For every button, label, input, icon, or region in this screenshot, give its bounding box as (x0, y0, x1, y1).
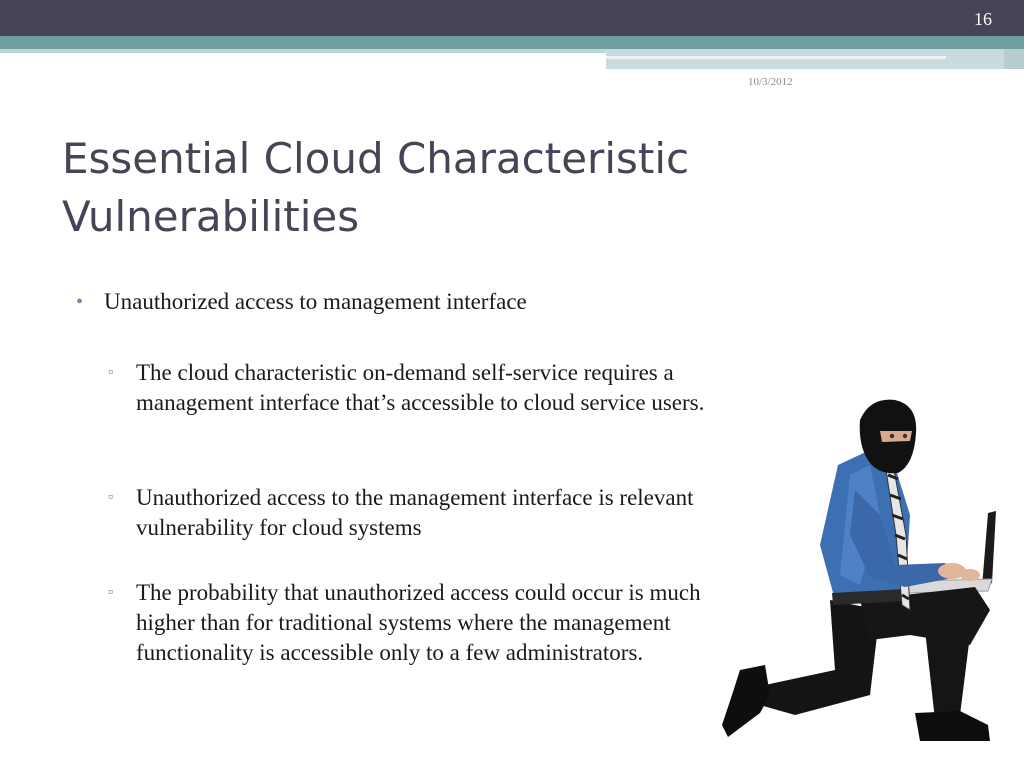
title-line-1: Essential Cloud Characteristic (62, 134, 690, 183)
accent-band (0, 36, 1024, 49)
main-bullet-text: Unauthorized access to management interface (104, 289, 527, 314)
hacker-image (720, 395, 1020, 760)
accent-band-right (606, 49, 1024, 69)
accent-band-thin (0, 49, 610, 53)
bullet-dot-icon: • (76, 291, 84, 313)
sub-bullet-text: The probability that unauthorized access could occur is much higher than for traditional systems where the management functionality is accessible only to a few administrators. (136, 580, 701, 665)
square-bullet-icon: ▫ (108, 365, 113, 380)
slide-date: 10/3/2012 (748, 76, 793, 88)
title-line-2: Vulnerabilities (62, 192, 360, 241)
top-bar (0, 0, 1024, 36)
sub-bullet-text: Unauthorized access to the management interface is relevant vulnerability for cloud systems (136, 485, 694, 540)
square-bullet-icon: ▫ (108, 490, 113, 505)
square-bullet-icon: ▫ (108, 585, 113, 600)
slide-title (62, 130, 782, 246)
sub-bullet-text: The cloud characteristic on-demand self-service requires a management interface that’s accessible to cloud service users. (136, 360, 705, 415)
accent-band-corner (1004, 49, 1024, 69)
accent-band-highlight (606, 56, 946, 59)
slide-number: 16 (974, 9, 992, 29)
